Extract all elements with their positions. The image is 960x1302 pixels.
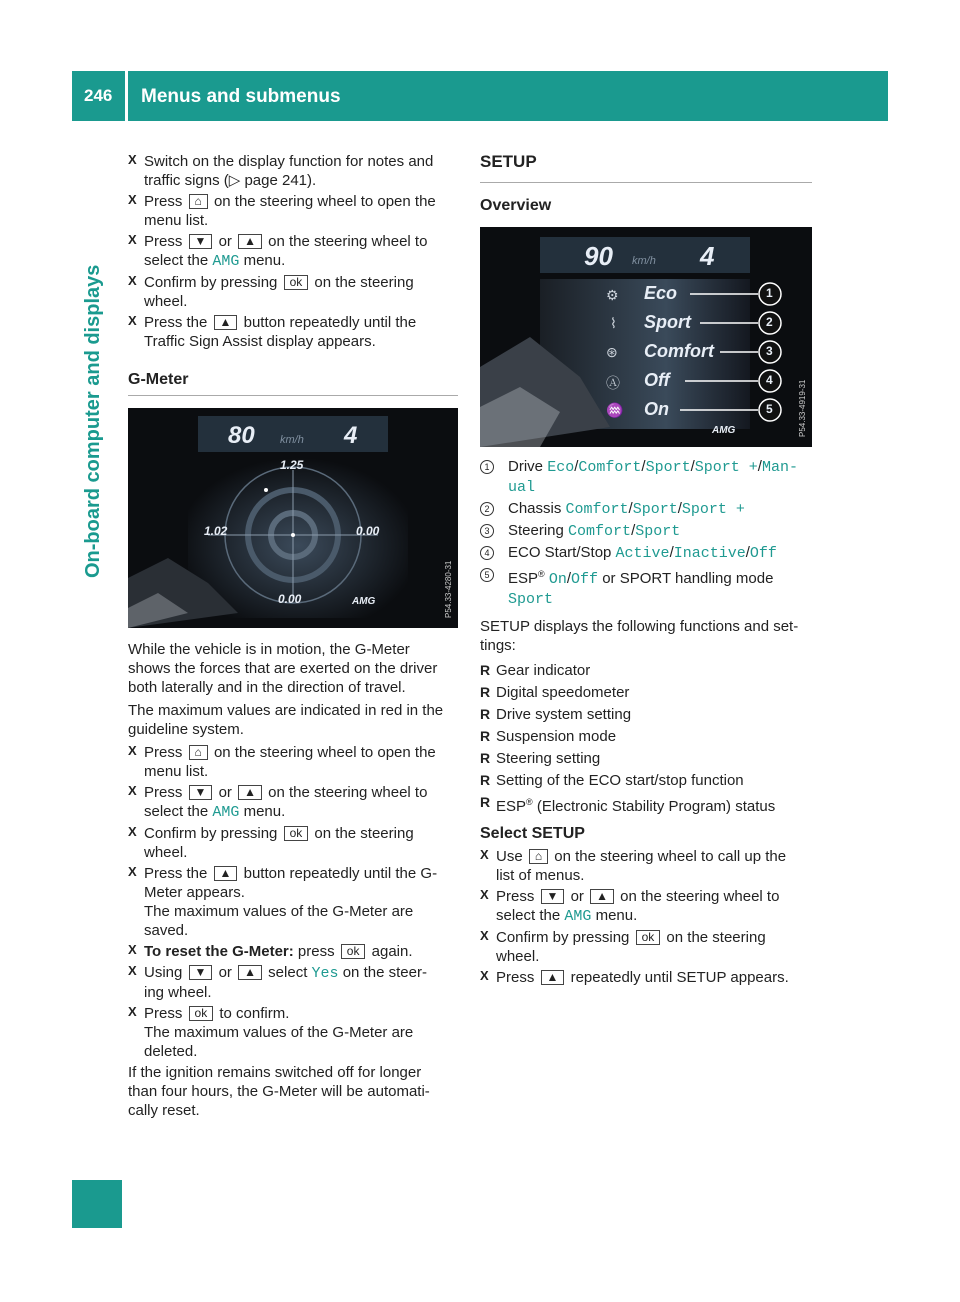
step-text: Press bbox=[496, 969, 535, 986]
option-off: Off bbox=[571, 571, 599, 588]
option-comfort: Comfort bbox=[565, 501, 629, 518]
callout-number: 1 bbox=[480, 460, 494, 474]
step-text: Meter appears. bbox=[144, 884, 245, 901]
paragraph-line: SETUP displays the following functions and set- bbox=[480, 618, 799, 635]
step bbox=[128, 963, 458, 1002]
step-text: on the steer- bbox=[342, 964, 427, 981]
page-title: Menus and submenus bbox=[141, 86, 341, 107]
step bbox=[128, 192, 458, 230]
list-item bbox=[480, 705, 812, 724]
setup-row-off: Off bbox=[644, 370, 670, 390]
list-item-text: Digital speedometer bbox=[496, 684, 630, 701]
step-text: Press bbox=[144, 784, 183, 801]
arrow-icon: X bbox=[480, 847, 489, 862]
step bbox=[128, 864, 458, 940]
option-off: Off bbox=[749, 545, 777, 562]
right-column bbox=[480, 152, 812, 989]
callout-number: 3 bbox=[480, 524, 494, 538]
step bbox=[128, 942, 458, 961]
gmeter-screen-image bbox=[128, 408, 458, 628]
slash: / bbox=[628, 500, 633, 517]
step-text: wheel. bbox=[496, 948, 540, 965]
chapter-side-block bbox=[72, 1180, 122, 1228]
step bbox=[480, 968, 812, 987]
step-text: wheel. bbox=[144, 293, 188, 310]
step-text: on the steering wheel to open the bbox=[213, 193, 436, 210]
step-text: list of menus. bbox=[496, 867, 585, 884]
callout-4: 4 bbox=[766, 373, 773, 387]
step-text: Press bbox=[144, 744, 183, 761]
list-item-text: Drive system setting bbox=[496, 706, 632, 723]
legend-text: Chassis bbox=[508, 500, 562, 517]
list-item-text: Steering setting bbox=[496, 750, 601, 767]
ok-icon: ok bbox=[189, 1006, 214, 1021]
option-sport: Sport bbox=[632, 501, 678, 518]
suspension-icon: ⌇ bbox=[610, 315, 617, 331]
step-text: ing wheel. bbox=[144, 984, 212, 1001]
step-text: on the steering wheel to call up the bbox=[554, 848, 787, 865]
page-number: 246 bbox=[84, 86, 113, 105]
step-text: on the steering wheel to open the bbox=[213, 744, 436, 761]
list-item bbox=[480, 749, 812, 768]
arrow-icon: X bbox=[128, 192, 137, 207]
menu-name-amg: AMG bbox=[212, 253, 240, 270]
bullet-icon: R bbox=[480, 706, 491, 722]
gmeter-unit: km/h bbox=[280, 434, 304, 446]
step-text: select bbox=[268, 964, 308, 981]
option-comfort: Comfort bbox=[568, 523, 632, 540]
option-manual: Man- bbox=[761, 459, 798, 476]
step-text: on the steering bbox=[314, 825, 414, 842]
callout-number: 4 bbox=[480, 546, 494, 560]
step-text: repeatedly until SETUP appears. bbox=[570, 969, 789, 986]
home-icon: ⌂ bbox=[529, 849, 548, 864]
list-item-text: (Electronic Stability Program) status bbox=[536, 798, 776, 815]
arrow-icon: X bbox=[128, 1004, 137, 1019]
amg-logo: AMG bbox=[712, 425, 736, 436]
setup-screen-image bbox=[480, 227, 812, 447]
step-text: or bbox=[570, 888, 584, 905]
up-arrow-icon: ▲ bbox=[214, 315, 238, 330]
step-text: Traffic Sign Assist display appears. bbox=[144, 333, 376, 350]
step-text: Press bbox=[144, 1005, 183, 1022]
down-arrow-icon: ▼ bbox=[189, 785, 213, 800]
ok-icon: ok bbox=[636, 930, 661, 945]
list-item bbox=[480, 661, 812, 680]
paragraph-line: The maximum values are indicated in red in the bbox=[128, 702, 444, 719]
step bbox=[128, 152, 458, 190]
step-text: The maximum values of the G-Meter are bbox=[144, 1024, 414, 1041]
callout-5: 5 bbox=[766, 402, 773, 416]
setup-row-sport: Sport bbox=[644, 312, 691, 332]
step-text: menu. bbox=[243, 252, 286, 269]
paragraph-line: shows the forces that are exerted on the driver bbox=[128, 660, 438, 677]
slash: / bbox=[757, 458, 762, 475]
step-text: on the steering wheel to bbox=[620, 888, 780, 905]
step bbox=[128, 743, 458, 781]
step bbox=[128, 273, 458, 311]
paragraph-line: guideline system. bbox=[128, 721, 244, 738]
legend-item-2 bbox=[480, 499, 812, 519]
list-item-text: ESP bbox=[496, 798, 527, 815]
engine-icon: ⚙ bbox=[606, 287, 619, 303]
option-on: On bbox=[548, 571, 567, 588]
arrow-icon: X bbox=[128, 273, 137, 288]
step-text: saved. bbox=[144, 922, 189, 939]
paragraph-line: If the ignition remains switched off for longer bbox=[128, 1064, 422, 1081]
step-text: on the steering wheel to bbox=[268, 233, 428, 250]
step-text: Confirm by pressing bbox=[144, 274, 278, 291]
callout-2: 2 bbox=[766, 315, 773, 329]
setup-row-eco: Eco bbox=[644, 283, 678, 303]
slash: / bbox=[677, 500, 682, 517]
option-active: Active bbox=[615, 545, 670, 562]
step-text: Press bbox=[144, 193, 183, 210]
arrow-icon: X bbox=[128, 824, 137, 839]
gmeter-top-value: 1.25 bbox=[280, 458, 304, 472]
list-item-text: Suspension mode bbox=[496, 728, 617, 745]
bullet-icon: R bbox=[480, 750, 491, 766]
step-text: Press bbox=[144, 233, 183, 250]
step-text: Use bbox=[496, 848, 523, 865]
step bbox=[480, 928, 812, 966]
legend-item-5 bbox=[480, 565, 812, 609]
slash: / bbox=[574, 458, 579, 475]
step bbox=[480, 887, 812, 926]
step-text: Using bbox=[144, 964, 183, 981]
slash: / bbox=[631, 522, 636, 539]
step-bold-text: To reset the G-Meter: bbox=[144, 943, 294, 960]
step-text: to confirm. bbox=[219, 1005, 290, 1022]
step-text: button repeatedly until the G- bbox=[243, 865, 438, 882]
callout-lines bbox=[480, 227, 812, 447]
gmeter-speed: 80 bbox=[228, 422, 255, 449]
arrow-icon: X bbox=[128, 313, 137, 328]
option-manual-cont: ual bbox=[508, 479, 536, 496]
up-arrow-icon: ▲ bbox=[238, 785, 262, 800]
home-icon: ⌂ bbox=[189, 745, 208, 760]
step-text: or bbox=[218, 784, 232, 801]
option-sport: Sport bbox=[508, 591, 554, 608]
legend-text: or SPORT handling mode bbox=[602, 570, 774, 587]
esp-icon: ♒ bbox=[606, 402, 624, 418]
step-text: Switch on the display function for notes and bbox=[144, 153, 434, 170]
callout-number: 2 bbox=[480, 502, 494, 516]
step bbox=[480, 847, 812, 885]
down-arrow-icon: ▼ bbox=[541, 889, 565, 904]
step bbox=[128, 313, 458, 351]
list-item bbox=[480, 793, 812, 816]
option-comfort: Comfort bbox=[578, 459, 642, 476]
list-item-text: Setting of the ECO start/stop function bbox=[496, 772, 744, 789]
down-arrow-icon: ▼ bbox=[189, 965, 213, 980]
step-text: menu list. bbox=[144, 763, 209, 780]
step bbox=[128, 783, 458, 822]
steering-icon: ⊛ bbox=[606, 344, 618, 360]
arrow-icon: X bbox=[128, 942, 137, 957]
arrow-icon: X bbox=[128, 232, 137, 247]
step-text: again. bbox=[371, 943, 413, 960]
step-text: Confirm by pressing bbox=[144, 825, 278, 842]
list-item bbox=[480, 771, 812, 790]
header-divider bbox=[125, 71, 128, 121]
bullet-icon: R bbox=[480, 772, 491, 788]
image-code: P54.33-4280-31 bbox=[444, 560, 453, 618]
registered-mark: ® bbox=[538, 569, 545, 579]
arrow-icon: X bbox=[480, 928, 489, 943]
slash: / bbox=[669, 544, 674, 561]
chapter-side-label: On-board computer and displays bbox=[82, 264, 104, 578]
setup-row-comfort: Comfort bbox=[644, 341, 714, 361]
image-code: P54.33-4919-31 bbox=[798, 379, 807, 437]
gmeter-bottom-value: 0.00 bbox=[278, 592, 302, 606]
option-sport-plus: Sport + bbox=[681, 501, 745, 518]
setup-speed: 90 bbox=[584, 241, 613, 271]
left-column bbox=[128, 152, 458, 1122]
setup-unit: km/h bbox=[632, 255, 656, 267]
legend-item-4 bbox=[480, 543, 812, 563]
ok-icon: ok bbox=[284, 826, 309, 841]
bullet-icon: R bbox=[480, 662, 491, 678]
step-text: Press bbox=[496, 888, 535, 905]
bullet-icon: R bbox=[480, 728, 491, 744]
step-text: select the bbox=[496, 907, 561, 924]
arrow-icon: X bbox=[128, 783, 137, 798]
up-arrow-icon: ▲ bbox=[590, 889, 614, 904]
step-text: deleted. bbox=[144, 1043, 198, 1060]
bullet-icon: R bbox=[480, 794, 491, 810]
slash: / bbox=[690, 458, 695, 475]
legend-text: ESP bbox=[508, 570, 539, 587]
step-text: Confirm by pressing bbox=[496, 929, 630, 946]
list-item bbox=[480, 683, 812, 702]
slash: / bbox=[745, 544, 750, 561]
step-text: or bbox=[218, 964, 232, 981]
step-text: press bbox=[297, 943, 335, 960]
paragraph-line: than four hours, the G-Meter will be automati- bbox=[128, 1083, 430, 1100]
step-text: or bbox=[218, 233, 232, 250]
gmeter-gear: 4 bbox=[344, 422, 358, 449]
legend-text: Drive bbox=[508, 458, 544, 475]
up-arrow-icon: ▲ bbox=[238, 234, 262, 249]
paragraph-line: While the vehicle is in motion, the G-Meter bbox=[128, 641, 410, 658]
callout-1: 1 bbox=[766, 286, 773, 300]
step-text: on the steering bbox=[666, 929, 766, 946]
overview-heading: Overview bbox=[480, 197, 552, 214]
arrow-icon: X bbox=[128, 963, 137, 978]
setup-gear: 4 bbox=[700, 241, 715, 271]
step-text: menu list. bbox=[144, 212, 209, 229]
step bbox=[128, 232, 458, 271]
step-text: Press the bbox=[144, 314, 208, 331]
up-arrow-icon: ▲ bbox=[238, 965, 262, 980]
step-text: on the steering bbox=[314, 274, 414, 291]
step-text: Press the bbox=[144, 865, 208, 882]
step-text: menu. bbox=[243, 803, 286, 820]
step-text: on the steering wheel to bbox=[268, 784, 428, 801]
down-arrow-icon: ▼ bbox=[189, 234, 213, 249]
step-text: menu. bbox=[595, 907, 638, 924]
up-arrow-icon: ▲ bbox=[541, 970, 565, 985]
option-sport-plus: Sport + bbox=[694, 459, 758, 476]
step bbox=[128, 1004, 458, 1061]
step-text: The maximum values of the G-Meter are bbox=[144, 903, 414, 920]
ok-icon: ok bbox=[341, 944, 366, 959]
eco-start-stop-icon: Ⓐ bbox=[606, 375, 620, 391]
gmeter-left-value: 1.02 bbox=[204, 524, 228, 538]
setup-row-on: On bbox=[644, 399, 669, 419]
arrow-icon: X bbox=[480, 887, 489, 902]
list-item-text: Gear indicator bbox=[496, 662, 591, 679]
home-icon: ⌂ bbox=[189, 194, 208, 209]
callout-3: 3 bbox=[766, 344, 773, 358]
amg-logo: AMG bbox=[352, 596, 376, 607]
legend-item-3 bbox=[480, 521, 812, 541]
setup-heading: SETUP bbox=[480, 152, 537, 171]
menu-name-amg: AMG bbox=[212, 804, 240, 821]
arrow-icon: X bbox=[480, 968, 489, 983]
paragraph-line: both laterally and in the direction of travel. bbox=[128, 679, 406, 696]
bullet-icon: R bbox=[480, 684, 491, 700]
paragraph-line: tings: bbox=[480, 637, 516, 654]
arrow-icon: X bbox=[128, 152, 137, 167]
list-item bbox=[480, 727, 812, 746]
up-arrow-icon: ▲ bbox=[214, 866, 238, 881]
gmeter-heading: G-Meter bbox=[128, 371, 189, 388]
step-text: wheel. bbox=[144, 844, 188, 861]
step bbox=[128, 824, 458, 862]
registered-mark: ® bbox=[526, 797, 533, 807]
legend-item-1 bbox=[480, 457, 812, 497]
option-inactive: Inactive bbox=[673, 545, 746, 562]
select-setup-heading: Select SETUP bbox=[480, 825, 585, 842]
slash: / bbox=[566, 570, 572, 587]
arrow-icon: X bbox=[128, 743, 137, 758]
step-text: traffic signs (▷ page 241). bbox=[144, 172, 317, 189]
gmeter-right-value: 0.00 bbox=[356, 524, 380, 538]
option-eco: Eco bbox=[547, 459, 575, 476]
step-text: select the bbox=[144, 252, 209, 269]
menu-name-amg: AMG bbox=[564, 908, 592, 925]
legend-text: ECO Start/Stop bbox=[508, 544, 612, 561]
callout-number: 5 bbox=[480, 568, 494, 582]
step-text: select the bbox=[144, 803, 209, 820]
option-sport: Sport bbox=[635, 523, 681, 540]
step-text: button repeatedly until the bbox=[243, 314, 417, 331]
option-sport: Sport bbox=[645, 459, 691, 476]
paragraph-line: cally reset. bbox=[128, 1102, 200, 1119]
arrow-icon: X bbox=[128, 864, 137, 879]
slash: / bbox=[641, 458, 646, 475]
ok-icon: ok bbox=[284, 275, 309, 290]
option-yes: Yes bbox=[311, 965, 339, 982]
legend-text: Steering bbox=[508, 522, 564, 539]
